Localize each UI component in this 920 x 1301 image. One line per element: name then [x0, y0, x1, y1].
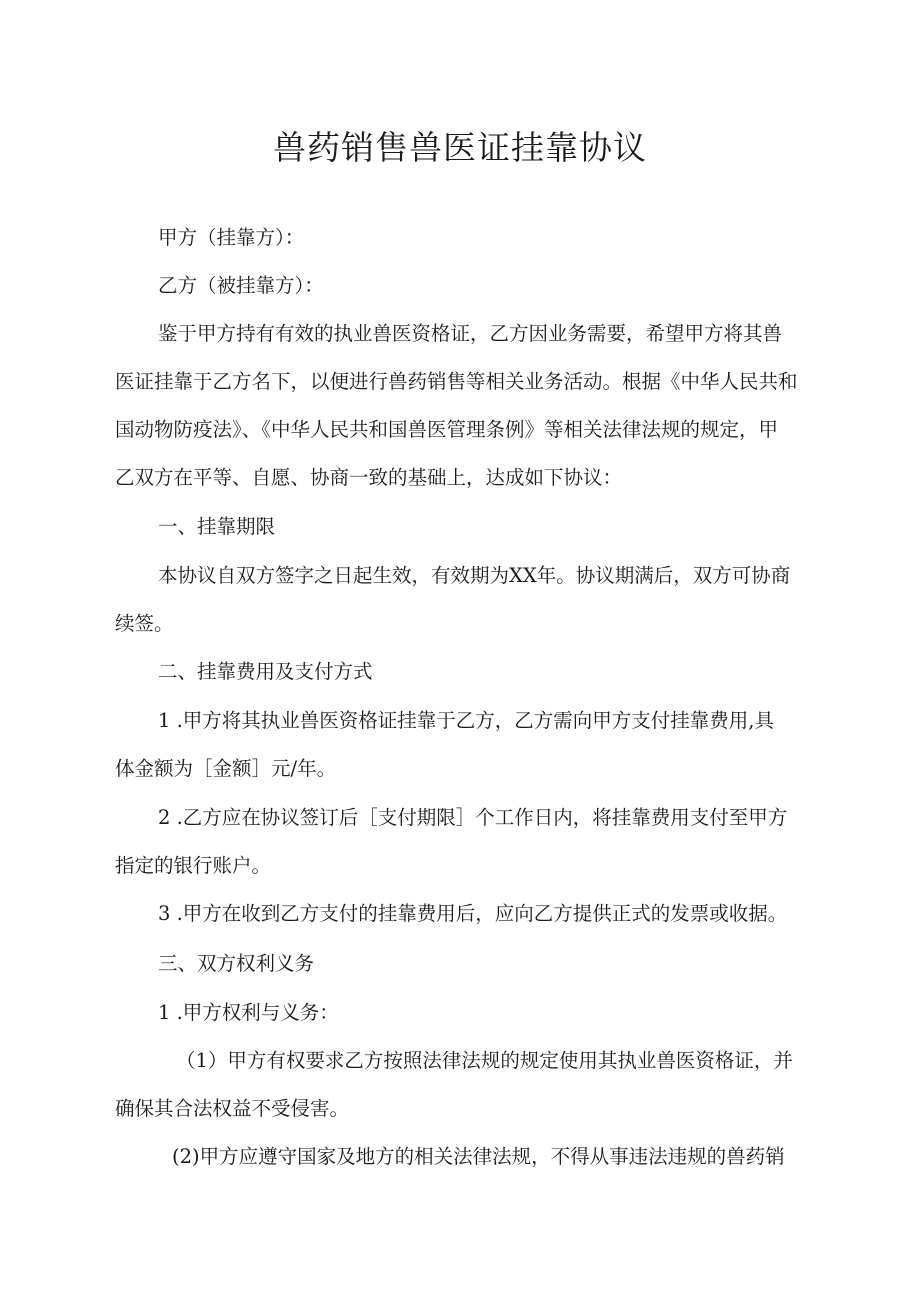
preamble-line: 医证挂靠于乙方名下，以便进行兽药销售等相关业务活动。根据《中华人民共和: [115, 370, 798, 393]
preamble-line: 国动物防疫法》、《中华人民共和国兽医管理条例》等相关法律法规的规定，甲: [115, 418, 779, 441]
rights-clause-line: 1 .甲方权利与义务：: [158, 1001, 339, 1024]
party-a-line: 甲方（挂靠方）：: [158, 226, 305, 249]
preamble-line: 鉴于甲方持有有效的执业兽医资格证，乙方因业务需要，希望甲方将其兽: [158, 322, 783, 345]
rights-clause-line: (2)甲方应遵守国家及地方的相关法律法规，不得从事违法违规的兽药销: [172, 1145, 785, 1168]
fee-clause-line: 3 .甲方在收到乙方支付的挂靠费用后，应向乙方提供正式的发票或收据。: [158, 902, 788, 925]
party-b-line: 乙方（被挂靠方）：: [158, 274, 324, 297]
preamble-line: 乙双方在平等、自愿、协商一致的基础上，达成如下协议：: [115, 466, 623, 489]
rights-clause-line: （1）甲方有权要求乙方按照法律法规的规定使用其执业兽医资格证，并: [176, 1049, 793, 1072]
fee-clause-line: 1 .甲方将其执业兽医资格证挂靠于乙方，乙方需向甲方支付挂靠费用,具: [158, 709, 775, 732]
fee-clause-line: 体金额为［金额］元/年。: [115, 757, 337, 780]
fee-clause-line: 2 .乙方应在协议签订后［支付期限］个工作日内，将挂靠费用支付至甲方: [158, 806, 788, 829]
fee-clause-line: 指定的银行账户。: [115, 854, 272, 877]
term-line: 续签。: [115, 612, 174, 635]
term-line: 本协议自双方签字之日起生效，有效期为XX年。协议期满后，双方可协商: [158, 564, 791, 587]
rights-clause-line: 确保其合法权益不受侵害。: [115, 1097, 350, 1120]
section-heading-term: 一、挂靠期限: [158, 515, 276, 538]
section-heading-fees: 二、挂靠费用及支付方式: [158, 660, 373, 683]
document-title: 兽药销售兽医证挂靠协议: [273, 128, 647, 167]
section-heading-rights: 三、双方权利义务: [158, 952, 315, 975]
